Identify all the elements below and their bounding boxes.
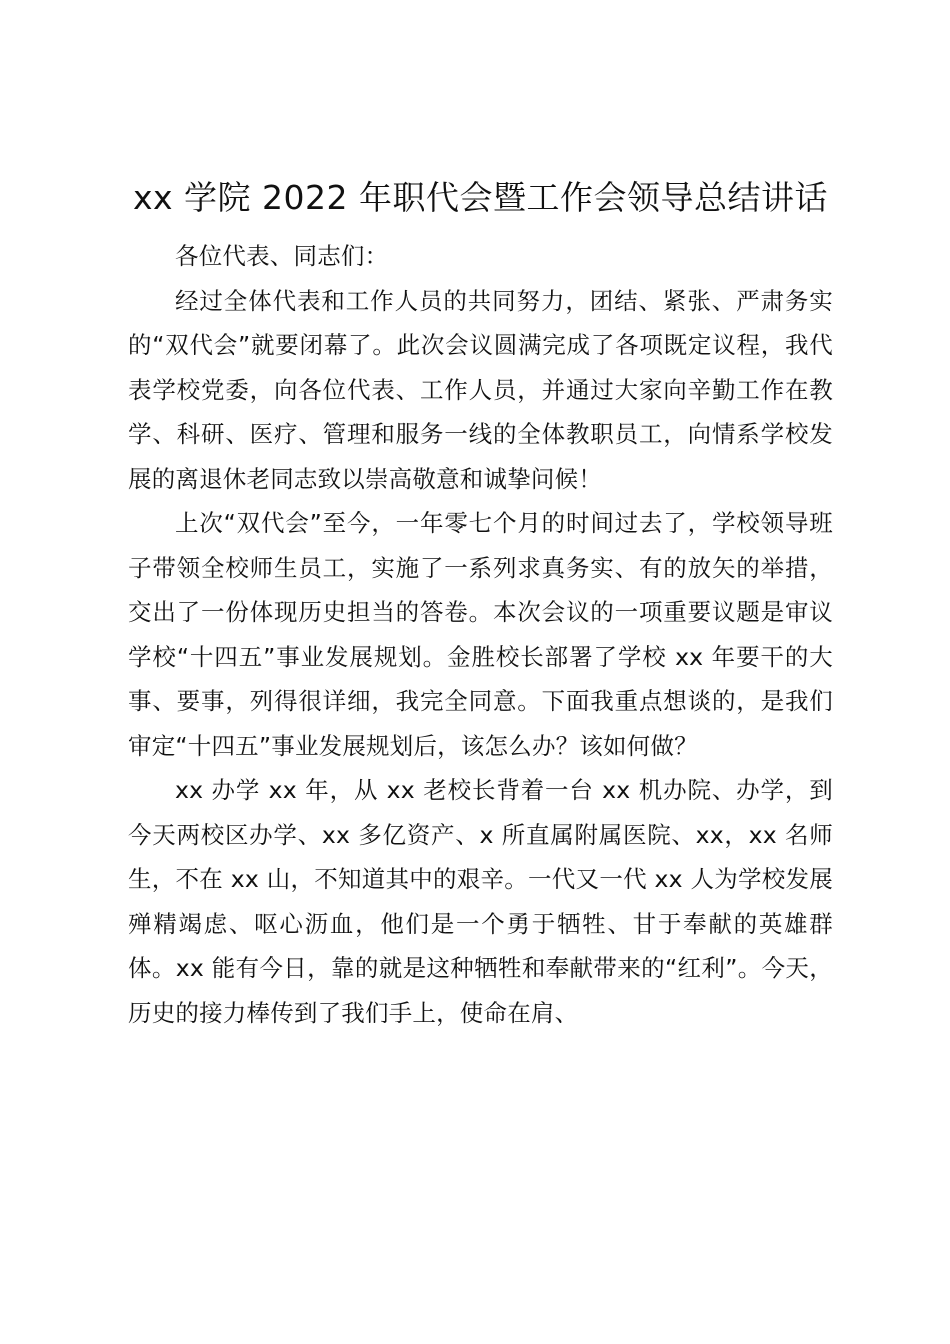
paragraph-1: 经过全体代表和工作人员的共同努力，团结、紧张、严肃务实的“双代会”就要闭幕了。此次会议圆满完成了各项既定议程，我代表学校党委，向各位代表、工作人员，并通过大家向辛勤工作在教学、科研、医疗、管理和服务一线的全体教职员工，向情系学校发展的离退休老同志致以崇高敬意和诚挚问候！ [128, 286, 833, 493]
document-page [128, 170, 833, 1035]
paragraph-3: xx 办学 xx 年，从 xx 老校长背着一台 xx 机办院、办学，到今天两校区办学、xx 多亿资产、x 所直属附属医院、xx，xx 名师生，不在 xx 山，不知道其中的艰辛。一代又一代 xx 人为学校发展殚精竭虑、呕心沥血，他们是一个勇于牺牲、甘于奉献的英雄群体。xx 能有今日，靠的就是这种牺牲和奉献带来的“红利”。今天，历史的接力棒传到了我们手上，使命在肩、 [128, 776, 833, 1027]
document-title: xx 学院 2022 年职代会暨工作会领导总结讲话 [132, 178, 828, 217]
paragraph-2: 上次“双代会”至今，一年零七个月的时间过去了，学校领导班子带领全校师生员工，实施了一系列求真务实、有的放矢的举措，交出了一份体现历史担当的答卷。本次会议的一项重要议题是审议学校“十四五”事业发展规划。金胜校长部署了学校 xx 年要干的大事、要事，列得很详细，我完全同意。下面我重点想谈的，是我们审定“十四五”事业发展规划后，该怎么办？该如何做？ [128, 509, 833, 760]
greeting-line: 各位代表、同志们： [175, 242, 389, 270]
